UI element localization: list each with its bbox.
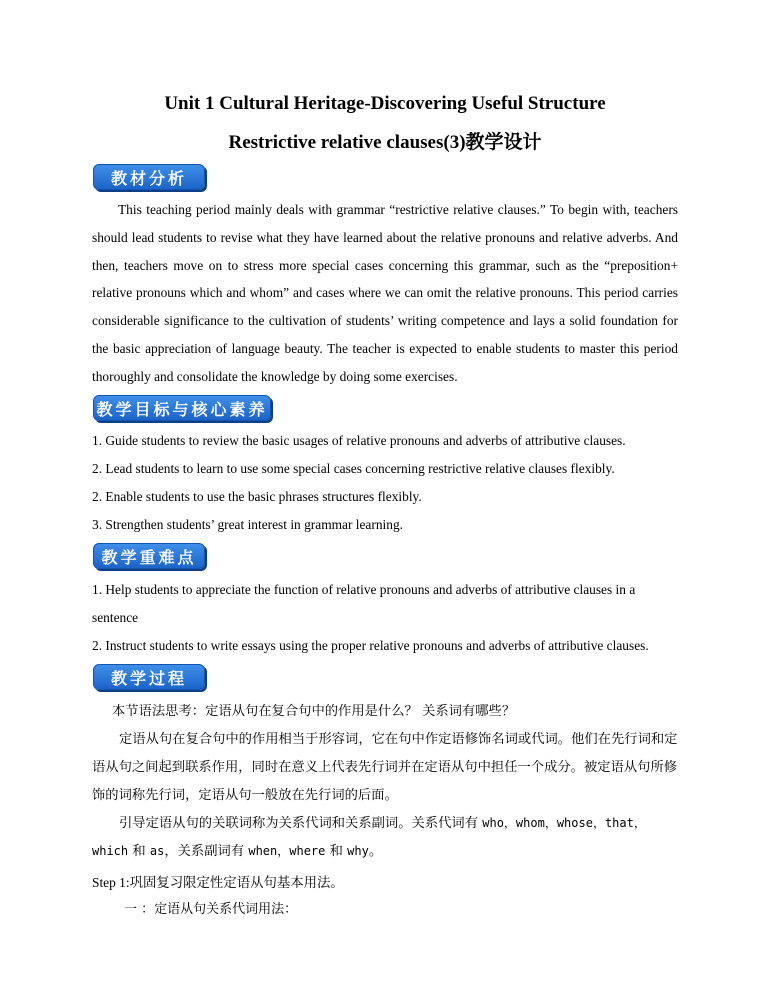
section-badge-key-points: 教学重难点 — [93, 543, 205, 569]
goal-item: 1. Guide students to review the basic usages of relative pronouns and adverbs of attributive clauses. — [92, 433, 626, 448]
process-relatives-paragraph: 引导定语从句的关联词称为关系代词和关系副词。关系代词有 who，whom，whose，that，which 和 as，关系副词有 when，where 和 why。 — [92, 816, 646, 859]
goal-item: 3. Strengthen students’ great interest in grammar learning. — [92, 517, 403, 532]
key-point-item: 1. Help students to appreciate the function of relative pronouns and adverbs of attributive clauses in a — [92, 582, 636, 597]
step-heading: Step 1:巩固复习限定性定语从句基本用法。 — [92, 875, 344, 890]
goal-item: 2. Enable students to use the basic phrases structures flexibly. — [92, 489, 422, 504]
process-explanation: 定语从句在复合句中的作用相当于形容词，它在句中作定语修饰名词或代词。他们在先行词和定语从句之间起到联系作用，同时在意义上代表先行词并在定语从句中担任一个成分。被定语从句所修饰的词称先行词，定语从句一般放在先行词的后面。 — [92, 732, 678, 803]
document-subtitle: Restrictive relative clauses(3)教学设计 — [228, 132, 542, 153]
section-badge-goals: 教学目标与核心素养 — [93, 395, 271, 421]
process-question: 本节语法思考：定语从句在复合句中的作用是什么？ 关系词有哪些？ — [112, 704, 516, 719]
analysis-paragraph: This teaching period mainly deals with grammar “restrictive relative clauses.” To begin with, teachers should lead students to revise what they have learned about the relative pronouns and relative adverbs. And then, teachers move on to stress more special cases concerning this grammar, such as the “preposition+ relative pronouns which and whom” and cases where we can omit the relative pronouns. This period carries considerable significance to the cultivation of students’ writing competence and lays a solid foundation for the basic appreciation of language beauty. The teacher is expected to enable students to master this period thoroughly and consolidate the knowledge by doing some exercises. — [92, 202, 678, 384]
section-badge-analysis: 教材分析 — [93, 164, 205, 190]
key-point-item: 2. Instruct students to write essays using the proper relative pronouns and adverbs of attributive clauses. — [92, 638, 649, 653]
key-point-continuation: sentence — [92, 610, 139, 625]
goal-item: 2. Lead students to learn to use some special cases concerning restrictive relative clauses flexibly. — [92, 461, 615, 476]
sub-heading: 一 ：定语从句关系代词用法： — [124, 902, 298, 917]
section-badge-process: 教学过程 — [93, 664, 205, 690]
document-title: Unit 1 Cultural Heritage-Discovering Useful Structure — [164, 93, 606, 114]
